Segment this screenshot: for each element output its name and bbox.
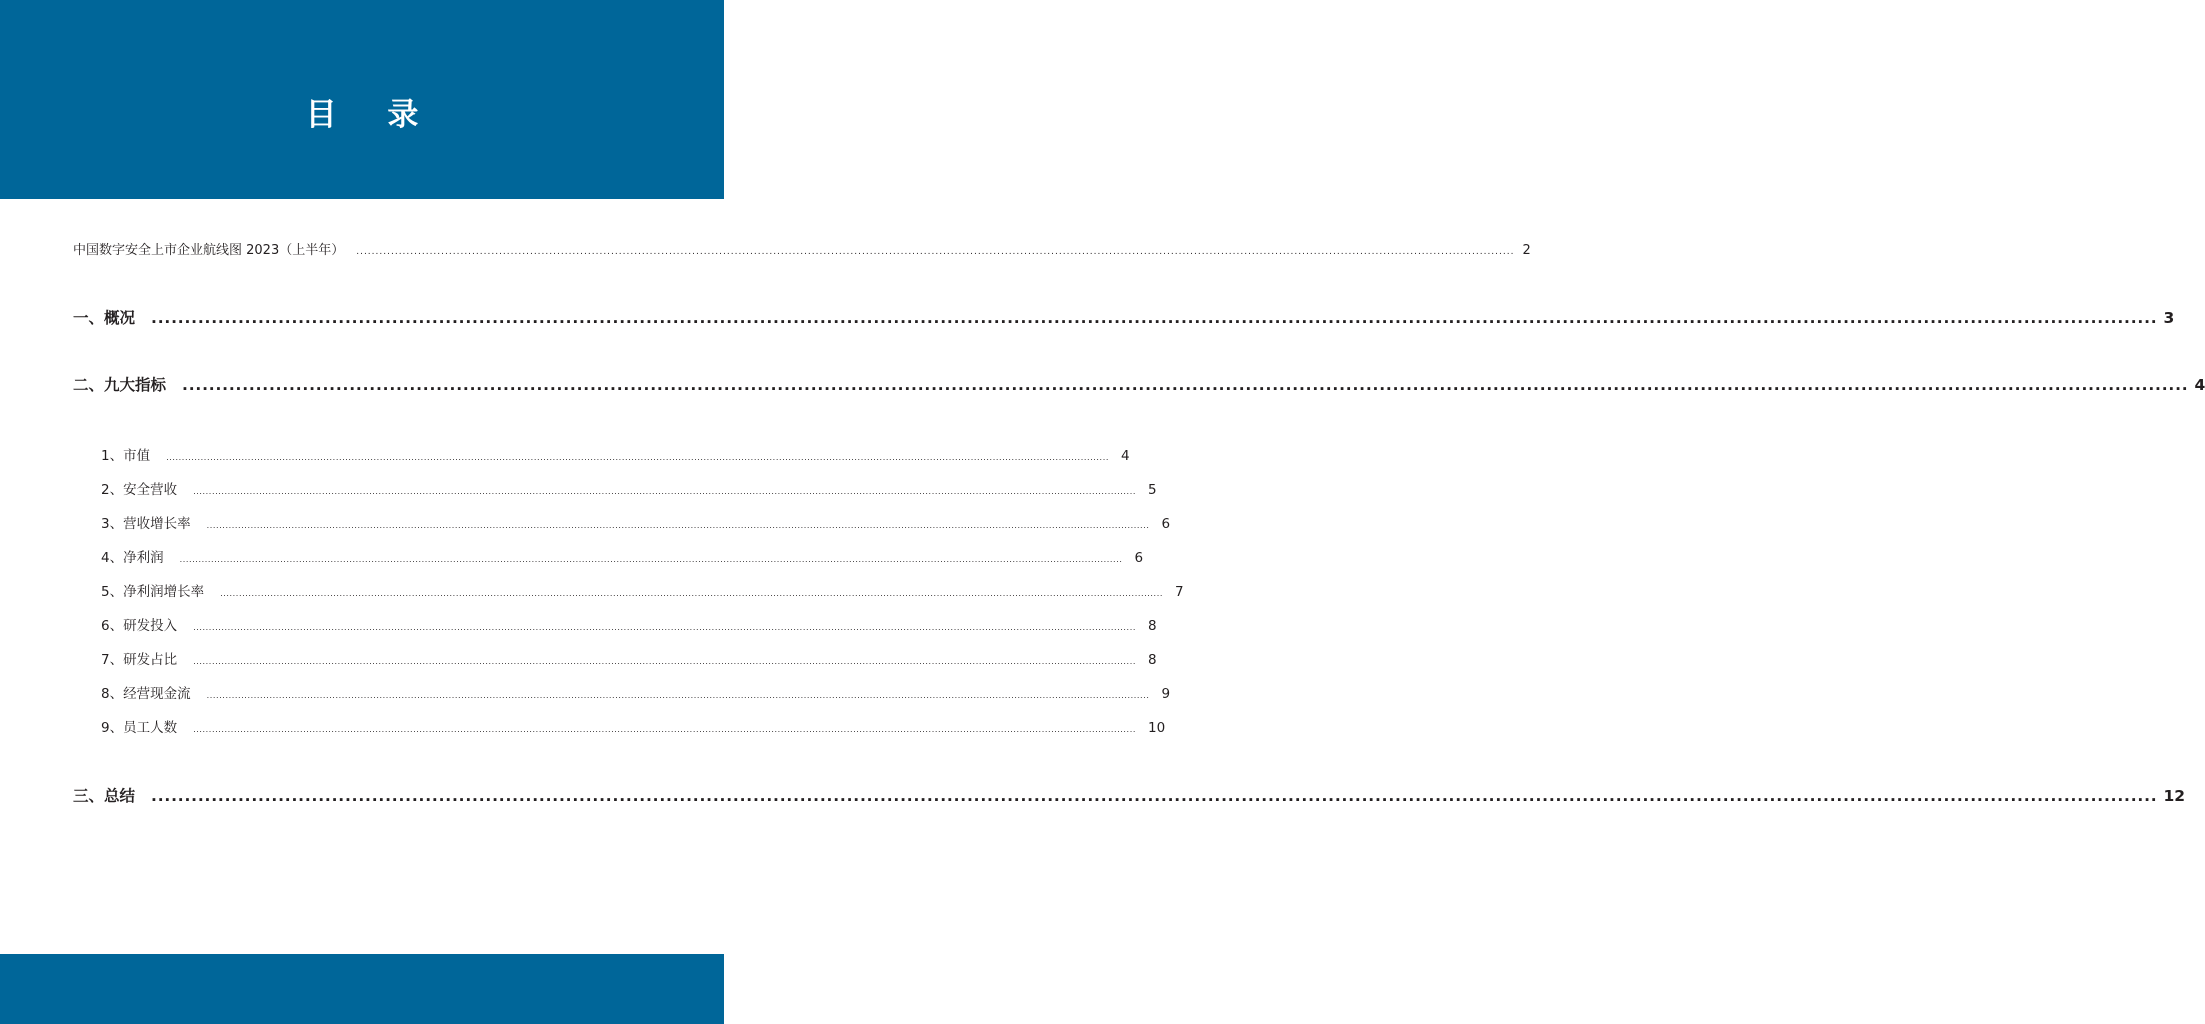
toc-section-label: 一、概况 <box>73 309 136 327</box>
toc-subitem-label: 7、研发占比 <box>101 652 178 668</box>
dot-leader: ............................................................................................................................................................................................................................................................................................................ <box>166 453 1109 462</box>
toc-page-number: 6 <box>1161 516 1171 532</box>
toc-subitem[interactable] <box>101 580 1184 600</box>
dot-leader: ............................................................................................................................................................................................................................................................................................................ <box>151 787 2158 805</box>
toc-page-number: 12 <box>2163 787 2186 805</box>
dot-leader: ............................................................................................................................................................................................................................................................................................................ <box>193 623 1136 632</box>
toc-subitem[interactable] <box>101 444 1130 464</box>
toc-subitem-label: 9、员工人数 <box>101 720 178 736</box>
toc-page-number: 2 <box>1522 243 1531 258</box>
dot-leader: ............................................................................................................................................................................................................................................................................................................ <box>193 657 1136 666</box>
toc-section-label: 二、九大指标 <box>73 376 167 394</box>
toc-section-label: 三、总结 <box>73 787 136 805</box>
toc-page-number: 4 <box>1120 448 1130 464</box>
toc-subitem-label: 5、净利润增长率 <box>101 584 205 600</box>
toc-subitem-label: 6、研发投入 <box>101 618 178 634</box>
dot-leader: ............................................................................................................................................................................................................................................................................................................ <box>193 725 1136 734</box>
toc-page-number: 6 <box>1134 550 1144 566</box>
toc-subitem-label: 3、营收增长率 <box>101 516 191 532</box>
toc-page-number: 5 <box>1147 482 1157 498</box>
toc-entry-label: 中国数字安全上市企业航线图 2023（上半年） <box>73 243 345 258</box>
toc-subitem-label: 2、安全营收 <box>101 482 178 498</box>
toc-subitem[interactable] <box>101 614 1157 634</box>
dot-leader: ............................................................................................................................................................................................................................................................................................................ <box>206 521 1150 530</box>
toc-page-number: 7 <box>1174 584 1184 600</box>
toc-subitem[interactable] <box>101 546 1144 566</box>
toc-page-number: 9 <box>1161 686 1171 702</box>
toc-section-summary[interactable] <box>73 784 2186 806</box>
toc-subitem[interactable] <box>101 648 1157 668</box>
dot-leader: ............................................................................................................................................................................................................................................................................................................ <box>193 487 1136 496</box>
toc-subitem-label: 8、经营现金流 <box>101 686 191 702</box>
toc-page-number: 8 <box>1147 652 1157 668</box>
dot-leader: ............................................................................................................................................................................................................................................................................................................ <box>356 247 1515 257</box>
toc-page-number: 8 <box>1147 618 1157 634</box>
dot-leader: ............................................................................................................................................................................................................................................................................................................ <box>220 589 1163 598</box>
toc-page-number: 4 <box>2194 376 2205 394</box>
dot-leader: ............................................................................................................................................................................................................................................................................................................ <box>182 376 2189 394</box>
toc-subitem-label: 4、净利润 <box>101 550 164 566</box>
dot-leader: ............................................................................................................................................................................................................................................................................................................ <box>179 555 1123 564</box>
page-title: 目 录 <box>305 97 439 133</box>
toc-subitem[interactable] <box>101 716 1166 736</box>
dot-leader: ............................................................................................................................................................................................................................................................................................................ <box>151 309 2158 327</box>
toc-subitem[interactable] <box>101 478 1157 498</box>
toc-subitem[interactable] <box>101 512 1171 532</box>
toc-section-overview[interactable] <box>73 306 2175 328</box>
toc-page-number: 10 <box>1147 720 1166 736</box>
dot-leader: ............................................................................................................................................................................................................................................................................................................ <box>206 691 1150 700</box>
footer-band <box>0 954 724 1024</box>
toc-page-number: 3 <box>2163 309 2175 327</box>
toc-section-indicators[interactable] <box>73 373 2205 395</box>
toc-intro-entry[interactable] <box>73 239 1531 258</box>
toc-subitem[interactable] <box>101 682 1171 702</box>
toc-subitem-label: 1、市值 <box>101 448 151 464</box>
